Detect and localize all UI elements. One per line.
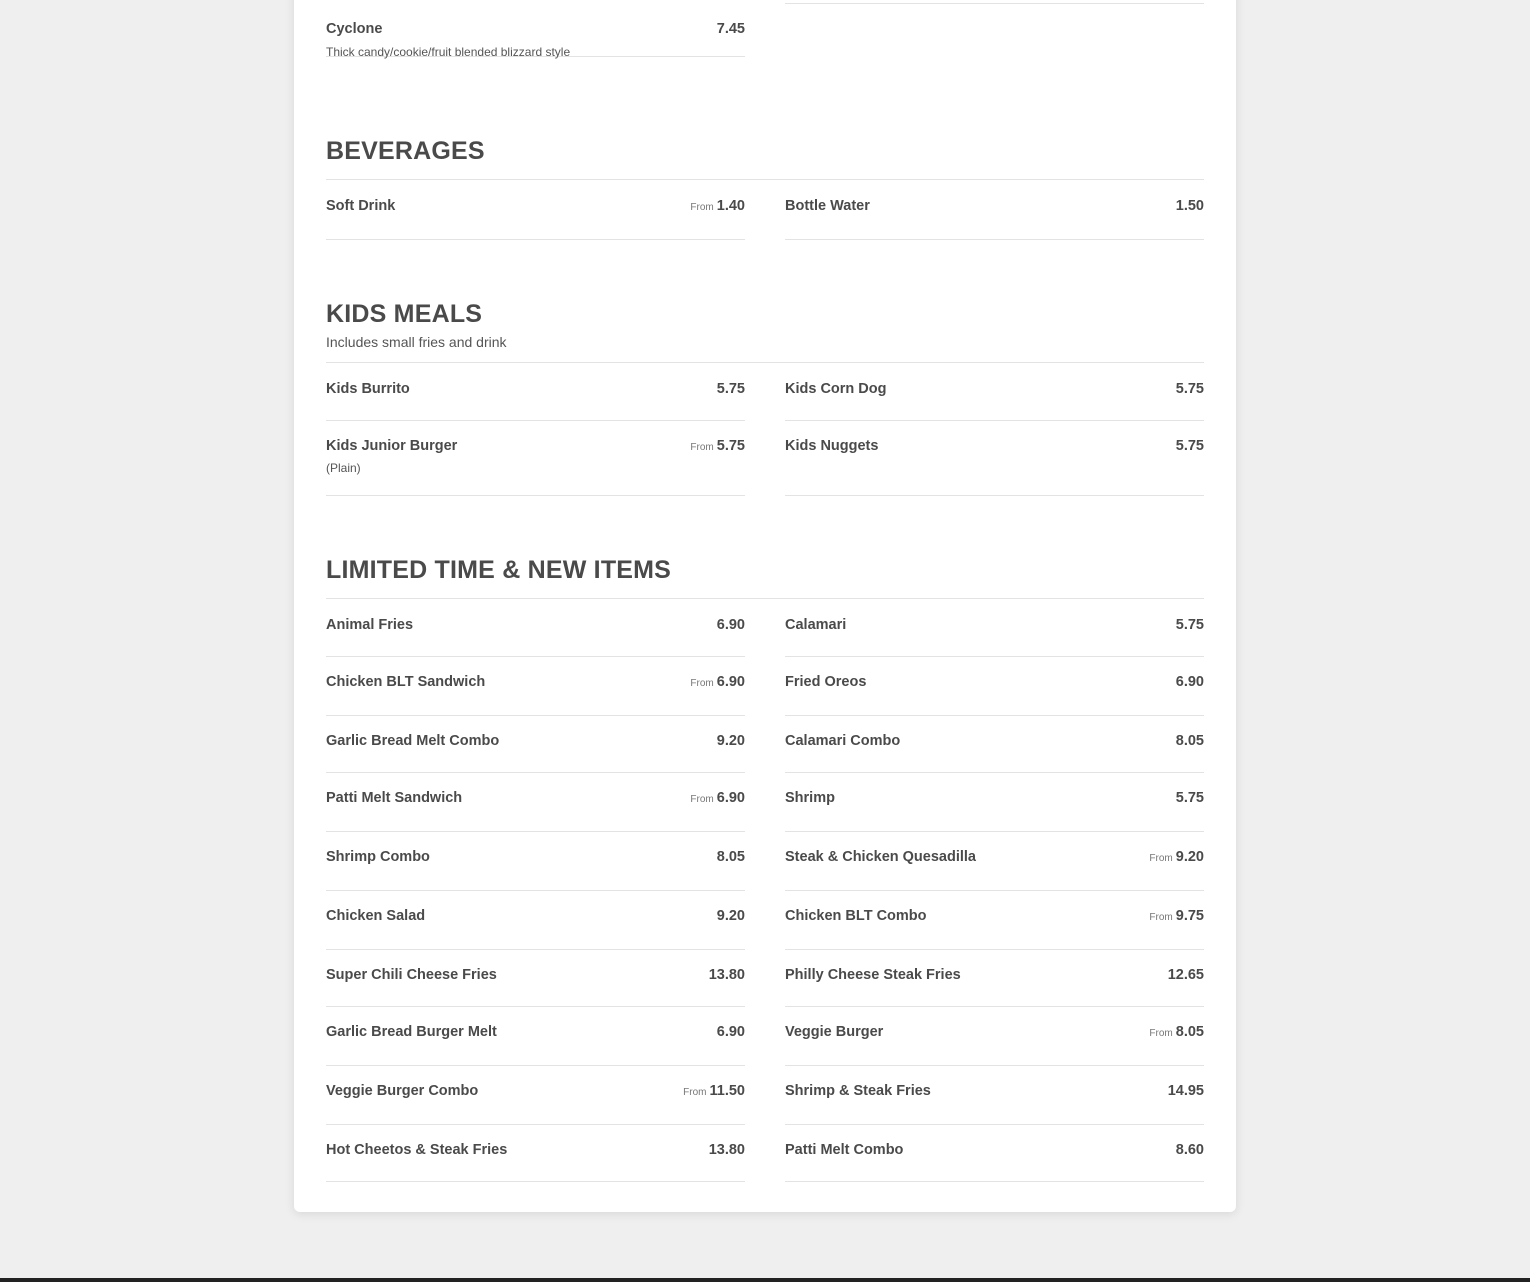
from-label: From: [690, 794, 714, 805]
from-label: From: [1149, 853, 1173, 864]
section-divider: [326, 362, 1204, 363]
menu-item-patti-melt-combo[interactable]: [785, 1142, 1204, 1182]
price-value: 12.65: [1167, 967, 1204, 983]
section-title-kids-meals: KIDS MEALS: [326, 300, 483, 328]
menu-item-super-chili-cheese-fries[interactable]: [326, 967, 745, 1007]
item-name: Fried Oreos: [785, 674, 867, 690]
item-name: Steak & Chicken Quesadilla: [785, 849, 976, 865]
item-name: Bottle Water: [785, 198, 870, 214]
section-title-beverages: BEVERAGES: [326, 137, 485, 165]
item-price: [1176, 790, 1204, 806]
price-value: 6.90: [716, 617, 745, 633]
item-price: [1168, 1083, 1204, 1099]
item-name: Shrimp: [785, 790, 835, 806]
menu-item-chicken-blt-combo[interactable]: [785, 908, 1204, 950]
price-value: 6.90: [716, 1024, 745, 1040]
price-value: 5.75: [1175, 617, 1204, 633]
menu-item-kids-junior-burger[interactable]: [326, 438, 745, 496]
item-price: 1.50: [1175, 198, 1204, 214]
item-price: [1176, 617, 1204, 633]
from-label: From: [1149, 912, 1173, 923]
item-name: Veggie Burger Combo: [326, 1083, 479, 1099]
item-price: [690, 438, 745, 454]
item-price: [717, 849, 745, 865]
menu-card: [294, 0, 1236, 1212]
item-price: [717, 908, 745, 924]
item-name: Veggie Burger: [785, 1024, 884, 1040]
price-value: 5.75: [716, 438, 745, 454]
item-name: Soft Drink: [326, 198, 396, 214]
menu-item-steak-chicken-quesadilla[interactable]: [785, 849, 1204, 891]
section-divider: [326, 598, 1204, 599]
menu-item-shrimp-steak-fries[interactable]: [785, 1083, 1204, 1125]
item-price: [1149, 908, 1204, 924]
menu-item-empty: [785, 0, 1204, 4]
section-subtitle: Includes small fries and drink: [326, 334, 507, 350]
section-title-limited-time: LIMITED TIME & NEW ITEMS: [326, 556, 672, 584]
price-value: 9.75: [1175, 908, 1204, 924]
menu-item-garlic-bread-burger-melt[interactable]: [326, 1024, 745, 1066]
section-divider: [326, 179, 1204, 180]
item-name: Animal Fries: [326, 617, 414, 633]
item-name: Hot Cheetos & Steak Fries: [326, 1142, 508, 1158]
item-name: Garlic Bread Burger Melt: [326, 1024, 497, 1040]
item-price: [1168, 967, 1204, 983]
item-name: Shrimp Combo: [326, 849, 430, 865]
menu-item-kids-burrito[interactable]: [326, 381, 745, 421]
item-name: Shrimp & Steak Fries: [785, 1083, 931, 1099]
price-value: 6.90: [716, 790, 745, 806]
item-price: [1176, 733, 1204, 749]
footer-bar: [0, 1278, 1530, 1282]
from-label: From: [1149, 1028, 1173, 1039]
menu-item-kids-nuggets[interactable]: [785, 438, 1204, 496]
item-name: Cyclone: [326, 21, 383, 37]
item-description: (Plain): [326, 461, 361, 475]
menu-item-calamari[interactable]: [785, 617, 1204, 657]
item-name: Patti Melt Sandwich: [326, 790, 463, 806]
price-value: 14.95: [1167, 1083, 1204, 1099]
item-name: Chicken BLT Sandwich: [326, 674, 486, 690]
menu-item-fried-oreos[interactable]: [785, 674, 1204, 716]
menu-item-animal-fries[interactable]: [326, 617, 745, 657]
item-price: [717, 733, 745, 749]
menu-item-kids-corn-dog[interactable]: [785, 381, 1204, 421]
price-value: 5.75: [1175, 790, 1204, 806]
item-price: [690, 674, 745, 690]
item-price: [683, 1083, 745, 1099]
menu-item-chicken-blt-sandwich[interactable]: [326, 674, 745, 716]
item-price: 5.75: [716, 381, 745, 397]
item-price: [709, 967, 745, 983]
item-price: [1176, 1142, 1204, 1158]
item-name: Calamari Combo: [785, 733, 901, 749]
menu-item-chicken-salad[interactable]: [326, 908, 745, 950]
item-price: [717, 1024, 745, 1040]
item-name: Calamari: [785, 617, 847, 633]
item-name: Garlic Bread Melt Combo: [326, 733, 500, 749]
price-value: 8.05: [1175, 733, 1204, 749]
menu-item-garlic-bread-melt-combo[interactable]: [326, 733, 745, 773]
item-price: 5.75: [1175, 438, 1204, 454]
item-name: Chicken Salad: [326, 908, 426, 924]
item-name: Kids Junior Burger: [326, 438, 458, 454]
item-price: [709, 1142, 745, 1158]
price-value: 9.20: [1175, 849, 1204, 865]
item-name: Philly Cheese Steak Fries: [785, 967, 961, 983]
item-description: Thick candy/cookie/fruit blended blizzard style: [326, 45, 571, 59]
item-price: 7.45: [716, 21, 745, 37]
item-price: [690, 198, 745, 214]
item-price: [717, 617, 745, 633]
from-label: From: [690, 678, 714, 689]
price-value: 8.60: [1175, 1142, 1204, 1158]
item-price: [690, 790, 745, 806]
menu-item-soft-drink[interactable]: [326, 198, 745, 240]
menu-item-calamari-combo[interactable]: [785, 733, 1204, 773]
menu-item-shrimp-combo[interactable]: [326, 849, 745, 891]
menu-item-bottle-water[interactable]: [785, 198, 1204, 240]
price-value: 13.80: [708, 967, 745, 983]
price-value: 9.20: [716, 908, 745, 924]
price-value: 6.90: [1175, 674, 1204, 690]
from-label: From: [690, 202, 714, 213]
item-price: 5.75: [1175, 381, 1204, 397]
price-value: 8.05: [1175, 1024, 1204, 1040]
menu-item-hot-cheetos-steak-fries[interactable]: [326, 1142, 745, 1182]
item-name: Kids Corn Dog: [785, 381, 887, 397]
price-value: 9.20: [716, 733, 745, 749]
menu-item-patti-melt-sandwich[interactable]: [326, 790, 745, 832]
item-name: Kids Burrito: [326, 381, 410, 397]
price-value: 13.80: [708, 1142, 745, 1158]
item-price: [1149, 1024, 1204, 1040]
price-value: 11.50: [709, 1083, 745, 1099]
menu-item-veggie-burger-combo[interactable]: [326, 1083, 745, 1125]
price-value: 6.90: [716, 674, 745, 690]
price-value: 8.05: [716, 849, 745, 865]
item-price: [1176, 674, 1204, 690]
price-value: 1.40: [716, 198, 745, 214]
item-name: Kids Nuggets: [785, 438, 879, 454]
from-label: From: [690, 442, 714, 453]
menu-item-shrimp[interactable]: [785, 790, 1204, 832]
menu-item-veggie-burger[interactable]: [785, 1024, 1204, 1066]
item-name: Chicken BLT Combo: [785, 908, 927, 924]
item-name: Super Chili Cheese Fries: [326, 967, 497, 983]
menu-item-cyclone[interactable]: [326, 0, 745, 57]
menu-item-philly-cheese-steak-fries[interactable]: [785, 967, 1204, 1007]
item-price: [1149, 849, 1204, 865]
item-name: Patti Melt Combo: [785, 1142, 904, 1158]
from-label: From: [683, 1087, 707, 1098]
